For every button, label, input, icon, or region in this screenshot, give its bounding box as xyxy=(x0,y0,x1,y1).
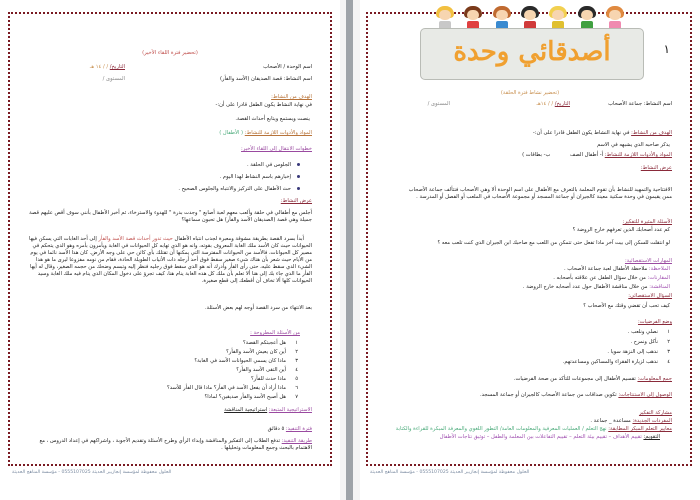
question-item: ٧هل أصبح الأسد والفأر صديقين؟ لماذا؟ xyxy=(204,394,298,400)
level-label: المستوى / xyxy=(427,101,450,107)
inquiry-skill-item: الملاحظة: ملاحظة الأطفال لعبة جماعة الأصحاب . xyxy=(564,266,670,272)
page-subtitle: (تحضير نشاط فترة الحلقة) xyxy=(500,90,560,96)
activity-name: اسم النشاط: قصة الصديقان (الأسد والفأر) xyxy=(219,76,312,82)
hypothesis-item: ٤نذهب لزيارة الفقراء والمساكين ومساعدتهم. xyxy=(562,359,670,365)
goal-row: الهدف من النشاط: في نهاية النشاط يكون الطفل قادرا على أن:- xyxy=(532,130,672,136)
goal-heading: الهدف من النشاط: xyxy=(271,94,312,100)
footer-copyright: الحلول محفوظة لمؤسسة إنجازيير الحديثة 0555107025 - مؤسسة المناهج الحديثة xyxy=(12,470,172,475)
level-label: المستوى / xyxy=(102,76,125,82)
standards: معايير التعلم المبكر المطابقة: نهج التعلم / العمليات المعرفية والمعلومات العامة/ التطور اللغوي والمعرفة المبكرة للقراءة والكتابة xyxy=(395,426,672,432)
hypothesis-item: ٢نأكل ونمرح . xyxy=(630,339,670,345)
goal-item: يذكر صاحبه الذي يشبهه في الاسم xyxy=(597,142,670,148)
document-page-right xyxy=(360,0,700,500)
question-item: ٥ماذا حدث للفأر؟ xyxy=(251,376,298,382)
inquiry-skill-item: المناقشة: من خلال مناقشة الأطفال حول عدد أصحابه خارج الروضة . xyxy=(522,284,670,290)
thinking-share-heading: مشاركة التفكير xyxy=(639,410,672,416)
step-item: حث الأطفال على التركيز والانتباه والجلوس الصحيح . xyxy=(178,186,300,193)
materials: المواد والأدوات اللازمة للنشاط: ( الأطفال ) xyxy=(219,130,312,136)
presentation-para: الافتتاحية والتمهيد للنشاط بأن تقوم المعلمة بالتعرف مع الأطفال على اسم الوحدة ألا وهي الأصحاب فتتألف جماعة الأصحاب ممن يقيمون في وحدة سكنية معينة كالجيران أو جماعة المسجد أو مجموعة الأصحاب في الملعب أو الفصل أو المدرسة . xyxy=(408,187,672,200)
evaluation: التقويم: تقييم الأهداف – تقييم بيئة التعلم – تقييم التفاعلات بين المعلمة والطفل – توثيق نتاجات الأطفال xyxy=(439,434,660,440)
goal-intro: في نهاية النشاط يكون الطفل قادرا على أن:- xyxy=(215,102,312,108)
presentation-heading: عرض النشاط: xyxy=(280,198,312,204)
hypotheses-heading: وضع الفرضيات: xyxy=(637,319,672,325)
inquiry-question: كيف تحب أن تقضي وقتك مع الأصحاب ؟ xyxy=(583,303,670,309)
presentation-after: بعد الانتهاء من سرد القصة أوجه لهم بعض الأسئلة. xyxy=(205,305,312,311)
bullet-icon xyxy=(297,163,300,166)
thinking-question: لو انتقلت للسكن إلى بيت آخر ماذا تفعل حتى تتمكن من اللعب مع صاحبك ابن الجيران الذي كنت تلعب معه ؟ xyxy=(437,240,670,246)
presentation-para-1: أجلس مع أطفالي في حلقة وألعب معهم لعبة أصابع " وجدت بذرة " للهدوء والاسترخاء، ثم أخبر الأطفال بأنني سوف أقص عليهم قصة جميلة وهي قصة (الصديقان الأسد والفأر) هل تحبون سماعها؟ xyxy=(29,210,312,223)
date-label: التاريخ/ / / ١٤ هـ xyxy=(89,64,125,70)
inquiry-skill-item: المقارنات: من خلال سؤال الطفل عن علاقته بأصحابه . xyxy=(553,275,670,281)
questions-heading: من الأسئلة المطروحة : xyxy=(250,330,300,336)
vocab: المفردات الجديدة: مساعدة _ جماعة . xyxy=(590,418,672,424)
materials: المواد والأدوات اللازمة للنشاط: أ- أطفال الصف ب- بطاقات ) xyxy=(522,152,672,158)
page-number: ١ xyxy=(663,42,670,56)
data-collection: جمع المعلومات: تقسيم الأطفال إلى مجموعات للتأكد من صحة الفرضيات. xyxy=(513,376,672,382)
hypothesis-item: ٣نذهب إلى النزهة سويا . xyxy=(607,349,670,355)
question-item: ٢أين كان يعيش الأسد والفأر؟ xyxy=(226,349,298,355)
question-item: ٤أين التقى الأسد والفأر؟ xyxy=(236,367,298,373)
date-label: التاريخ/ / / ١٤هـ xyxy=(536,101,570,107)
bullet-icon xyxy=(297,175,300,178)
unit-title: أصدقائي وحدة xyxy=(453,37,611,67)
goal-item: ينصت ويستمع ويتابع أحداث القصة. xyxy=(235,116,310,122)
footer-copyright: الحلول محفوظة لمؤسسة إنجازيير الحديثة 0555107025 - مؤسسة المناهج الحديثة xyxy=(370,470,530,475)
conclusions: الوصول إلى الاستنتاجات: تكوين صداقات من جماعة الأصحاب كالجيران أو جماعة المسجد. xyxy=(479,392,672,398)
page-gutter xyxy=(340,0,360,500)
step-item: إخبارهم باسم النشاط لهذا اليوم . xyxy=(220,174,300,181)
document-page-left xyxy=(0,0,340,500)
unit-title-banner xyxy=(420,28,644,80)
thinking-questions-heading: الأسئلة المثيرة للتفكير: xyxy=(622,219,672,225)
method: طريقة التنفيذ: تدفع الطلاب إلى التفكير والمناقشة وإبداء الرأي وطرح الأسئلة وتقديم الأجوبة ، واشراكهم في إعداد الدروس ، مع الاهتمام بالبحث وجمع المعلومات وتحليلها . xyxy=(39,438,312,451)
question-item: ٣ماذا كان يسمي الحيوانات الأسد في الغابة؟ xyxy=(194,358,298,364)
inquiry-question-heading: السؤال الاستقصائي: xyxy=(628,293,672,299)
steps-heading: خطوات الانتقال إلى اللقاء الأخير: xyxy=(241,146,312,152)
hypothesis-item: ١نصلي ونلعب . xyxy=(627,329,670,335)
thinking-question: كم عدد أصحابك الذين تعرفهم خارج الروضة ؟ xyxy=(572,227,670,233)
inquiry-skills-heading: المهارات الاستقصائية: xyxy=(624,258,672,264)
bullet-icon xyxy=(297,187,300,190)
page-divider-scrollbar[interactable] xyxy=(346,0,353,500)
step-item: الجلوس في الحلقة . xyxy=(247,162,300,169)
duration: فترة التنفيذ: ٥ دقائق xyxy=(267,426,312,432)
unit-label: اسم الوحدة / الأصحاب xyxy=(263,64,312,70)
question-item: ١هل أعجبتكم القصة؟ xyxy=(243,340,298,346)
presentation-heading: عرض النشاط: xyxy=(640,165,672,171)
page-subtitle: (تحضير فترة اللقاء الأخير) xyxy=(142,50,198,56)
activity-name: اسم النشاط: جماعة الأصحاب xyxy=(608,101,672,107)
question-item: ٦ماذا أراد أن يفعل الأسد في الفأر؟ ماذا قال الفأر للأسد؟ xyxy=(167,385,298,391)
strategy: الاستراتيجية المتبعة: استراتيجية المناقشة xyxy=(224,407,312,413)
presentation-para-2: أبدأ بسرد القصة بطريقة مشوقة ومعبرة لجذب انتباه الأطفال حيث تدور أحداث قصة الأسد والفأر إلى أحد الغابات التي يسكن فيها الحيوانات حيث كان الأسد ملك الغابة المعروف بقوته، وانه هو الذي تهابه كل الحيوانات في الغابة ويأمرون بأمره وهو الذي يتحكم في مصير كل الحيوانات، فالأسد من الحيوانات المفترسة التي يمكنها أن تقتلك بأي كائن حي على وجه الأرض. كان هذا الأسد نائما في يوم من الأيام حيث شعر بأن هناك شيء صغير سقط فوق أحد أرجله ذات الأنياب الطويلة الحادة، فقام من نومه مفزوعا ليرى ما هو هذا الشيء الذي سقط عليه، حتى رأى الفأر وأدرك أنه هو الذي سقط فوق رجليه فنظر إليه وتبسم وضحك من حجمه الصغير، وقال له أيها الفأر ما الذي جاء بك إلى هنا ألا تعلم بأن ملك كل هذه الغابة ينام هنا، كيف تجرؤ على دخول المكان الذي ينام فيه ملك الغابة وسيد الحيوانات كلها ألا تخاف أن أقطعك إلى قطع صغيرة. xyxy=(28,236,312,284)
